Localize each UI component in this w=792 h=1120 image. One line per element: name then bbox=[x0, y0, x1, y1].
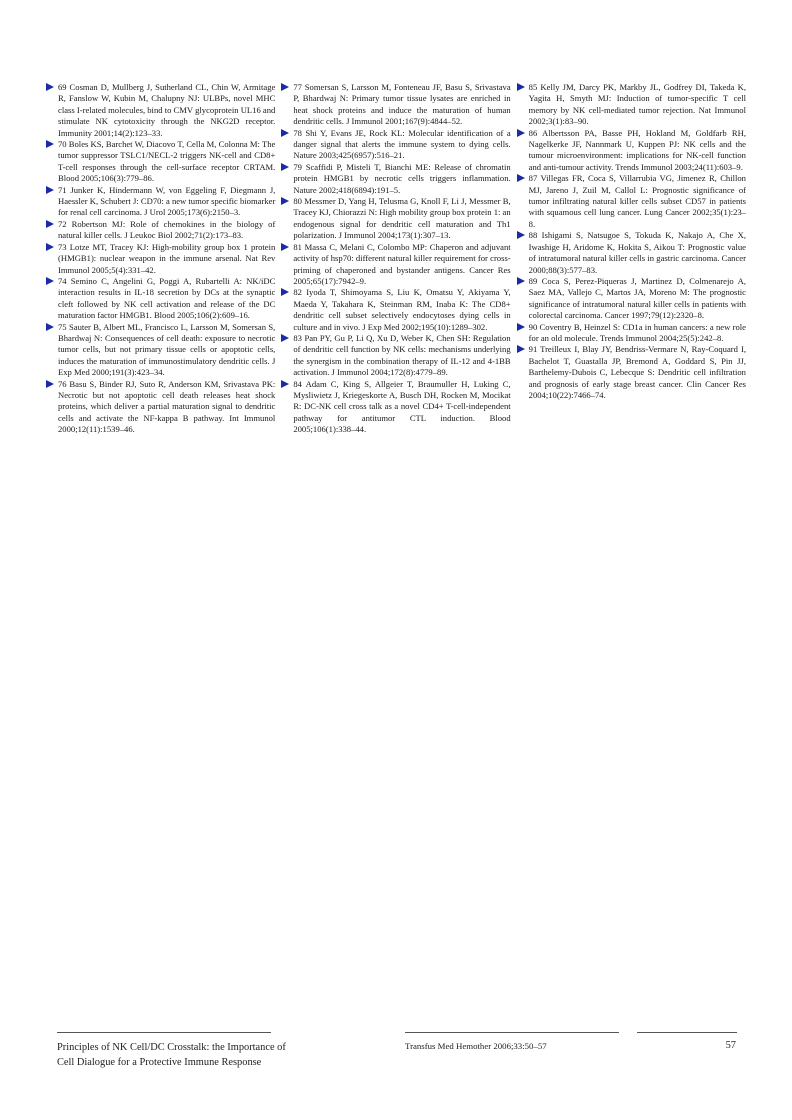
reference-link-arrow-icon[interactable] bbox=[281, 163, 289, 171]
reference-item bbox=[46, 139, 275, 185]
reference-link-arrow-icon[interactable] bbox=[46, 277, 54, 285]
reference-number: 78 bbox=[293, 127, 302, 138]
reference-text: Shi Y, Evans JE, Rock KL: Molecular identification of a danger signal that alerts the immune system to dying cells. Nature 2003;425(6957):516–21. bbox=[293, 127, 511, 161]
reference-number: 81 bbox=[293, 241, 302, 252]
reference-number: 89 bbox=[528, 275, 538, 286]
reference-item bbox=[517, 128, 746, 174]
reference-number: 86 bbox=[528, 127, 538, 138]
reference-link-arrow-icon[interactable] bbox=[46, 323, 54, 331]
reference-text: Pan PY, Gu P, Li Q, Xu D, Weber K, Chen SH: Regulation of dendritic cell function by NK cells: mechanisms underlying the synergism in the combination therapy of IL-12 and 4-1BB activation. J Immunol 2004;172(8):4779–89. bbox=[293, 332, 511, 378]
reference-item bbox=[517, 344, 746, 401]
running-title: Principles of NK Cell/DC Crosstalk: the Importance of Cell Dialogue for a Protective Immune Response bbox=[57, 1042, 286, 1068]
reference-link-arrow-icon[interactable] bbox=[46, 380, 54, 388]
reference-text: Somersan S, Larsson M, Fonteneau JF, Basu S, Srivastava P, Bhardwaj N: Primary tumor tissue lysates are enriched in heat shock proteins and induce the maturation of human dendritic cells. J Immunol 2001;167(9):4844–52. bbox=[293, 82, 511, 127]
footer-rule-middle bbox=[405, 1032, 619, 1033]
reference-text: Villegas FR, Coca S, Villarrubia VG, Jimenez R, Chillon MJ, Jareno J, Zuil M, Callol L: Prognostic significance of tumor infiltrating natural killer cells subset CD57 in patients with squamous cell lung cancer. Lung Cancer 2002;35(1):23–8. bbox=[528, 173, 746, 229]
reference-number: 72 bbox=[58, 218, 67, 229]
reference-link-arrow-icon[interactable] bbox=[281, 380, 289, 388]
reference-item bbox=[517, 230, 746, 276]
reference-text: Boles KS, Barchet W, Diacovo T, Cella M, Colonna M: The tumor suppressor TSLC1/NECL-2 triggers NK-cell and CD8+ T-cell responses through the cell-surface receptor CRTAM. Blood 2005;106(3):779–86. bbox=[58, 139, 276, 184]
reference-text: Albertsson PA, Basse PH, Hokland M, Goldfarb RH, Nagelkerke JF, Nannmark U, Kuppen PJ: NK cells and the tumour microenvironment: implications for NK-cell function and anti-tumour activity. Trends Immunol 2003;24(11):603–9. bbox=[528, 127, 746, 172]
reference-item bbox=[517, 82, 746, 128]
reference-link-arrow-icon[interactable] bbox=[281, 129, 289, 137]
reference-text: Iyoda T, Shimoyama S, Liu K, Omatsu Y, Akiyama Y, Maeda Y, Takahara K, Steinman RM, Inaba K: The CD8+ dendritic cell subset selectively endocytoses dying cells in culture and in vivo. J Exp Med 2002;195(10):1289–302. bbox=[293, 287, 511, 332]
reference-text: Adam C, King S, Allgeier T, Braumuller H, Luking C, Mysliwietz J, Kriegeskorte A, Busch DH, Rocken M, Mocikat R: DC-NK cell cross talk as a novel CD4+ T-cell-independent pathway for antitumor CTL induction. Blood 2005;106(1):338–44. bbox=[293, 378, 511, 435]
reference-number: 71 bbox=[58, 184, 67, 195]
reference-number: 75 bbox=[58, 321, 67, 332]
reference-item bbox=[517, 276, 746, 322]
reference-text: Coventry B, Heinzel S: CD1a in human cancers: a new role for an old molecule. Trends Immunol 2004;25(5):242–8. bbox=[528, 321, 746, 343]
reference-item bbox=[46, 219, 275, 242]
reference-item bbox=[46, 322, 275, 379]
reference-item bbox=[46, 82, 275, 139]
reference-text: Robertson MJ: Role of chemokines in the biology of natural killer cells. J Leukoc Biol 2002;71(2):173–83. bbox=[58, 218, 276, 241]
reference-text: Ishigami S, Natsugoe S, Tokuda K, Nakajo A, Che X, Iwashige H, Aridome K, Hokita S, Aikou T: Prognostic value of intratumoral natural killer cells in gastric carcinoma. Cancer 2000;88(3):577–83. bbox=[528, 230, 746, 275]
reference-text: Cosman D, Mullberg J, Sutherland CL, Chin W, Armitage R, Fanslow W, Kubin M, Chalupny NJ: ULBPs, novel MHC class I-related molecules, bind to CMV glycoprotein UL16 and stimulate NK cytotoxicity through the NKG2D receptor. Immunity 2001;14(2):123–33. bbox=[58, 82, 276, 138]
reference-item bbox=[517, 322, 746, 345]
reference-text: Sauter B, Albert ML, Francisco L, Larsson M, Somersan S, Bhardwaj N: Consequences of cell death: exposure to necrotic tumor cells, but not primary tissue cells or apoptotic cells, induces the maturation of immunostimulatory dendritic cells. J Exp Med 2000;191(3):423–34. bbox=[58, 321, 276, 378]
reference-link-arrow-icon[interactable] bbox=[517, 323, 525, 331]
reference-text: Lotze MT, Tracey KJ: High-mobility group box 1 protein (HMGB1): nuclear weapon in the immune arsenal. Nat Rev Immunol 2005;5(4):331–42. bbox=[58, 241, 276, 275]
reference-number: 91 bbox=[528, 344, 538, 355]
reference-item bbox=[281, 128, 510, 162]
reference-number: 83 bbox=[293, 332, 302, 343]
reference-number: 77 bbox=[293, 82, 302, 92]
reference-link-arrow-icon[interactable] bbox=[281, 83, 289, 91]
reference-text: Kelly JM, Darcy PK, Markby JL, Godfrey DI, Takeda K, Yagita H, Smyth MJ: Induction of tumor-specific T cell memory by NK cell-mediated tumor rejection. Nat Immunol 2002;3(1):83–90. bbox=[528, 82, 746, 127]
reference-link-arrow-icon[interactable] bbox=[517, 345, 525, 353]
reference-number: 69 bbox=[58, 82, 67, 92]
reference-number: 73 bbox=[58, 241, 67, 252]
reference-column-1 bbox=[46, 82, 275, 436]
reference-link-arrow-icon[interactable] bbox=[517, 129, 525, 137]
reference-link-arrow-icon[interactable] bbox=[281, 243, 289, 251]
reference-item bbox=[281, 333, 510, 379]
reference-number: 85 bbox=[528, 82, 538, 92]
reference-link-arrow-icon[interactable] bbox=[281, 288, 289, 296]
reference-number: 88 bbox=[528, 230, 538, 241]
reference-number: 82 bbox=[293, 287, 302, 298]
reference-number: 70 bbox=[58, 139, 67, 150]
reference-column-2 bbox=[281, 82, 510, 436]
reference-item bbox=[46, 276, 275, 322]
reference-link-arrow-icon[interactable] bbox=[46, 140, 54, 148]
reference-text: Coca S, Perez-Piqueras J, Martinez D, Colmenarejo A, Saez MA, Vallejo C, Martos JA, Moreno M: The prognostic significance of intratumoral natural killer cells in patients with colorectal carcinoma. Cancer 1997;79(12):2320–8. bbox=[528, 275, 746, 321]
footer-rule-left bbox=[57, 1032, 271, 1033]
reference-text: Massa C, Melani C, Colombo MP: Chaperon and adjuvant activity of hsp70: different natural killer requirement for cross-priming of chaperoned and bystander antigens. Cancer Res 2005;65(17):7942–9. bbox=[293, 241, 511, 286]
reference-link-arrow-icon[interactable] bbox=[517, 277, 525, 285]
reference-number: 74 bbox=[58, 275, 67, 286]
reference-number: 80 bbox=[293, 196, 302, 207]
reference-link-arrow-icon[interactable] bbox=[517, 231, 525, 239]
reference-text: Messmer D, Yang H, Telusma G, Knoll F, Li J, Messmer B, Tracey KJ, Chiorazzi N: High mobility group box protein 1: an endogenous signal for dendritic cell maturation and Th1 polarization. J Immunol 2004;173(1):307–13. bbox=[293, 196, 511, 241]
reference-number: 84 bbox=[293, 378, 302, 389]
journal-citation: Transfus Med Hemother 2006;33:50–57 bbox=[405, 1041, 547, 1051]
reference-link-arrow-icon[interactable] bbox=[46, 243, 54, 251]
reference-item bbox=[281, 379, 510, 436]
page-footer bbox=[0, 1032, 792, 1092]
reference-number: 87 bbox=[528, 173, 538, 184]
footer-rule-right bbox=[637, 1032, 737, 1033]
reference-number: 79 bbox=[293, 161, 302, 172]
reference-text: Scaffidi P, Misteli T, Bianchi ME: Release of chromatin protein HMGB1 by necrotic cells triggers inflammation. Nature 2002;418(6894):191–5. bbox=[293, 161, 511, 195]
reference-item bbox=[281, 242, 510, 288]
reference-column-3 bbox=[517, 82, 746, 436]
reference-text: Semino C, Angelini G, Poggi A, Rubartelli A: NK/iDC interaction results in IL-18 secretion by DCs at the synaptic cleft followed by NK cell activation and release of the DC maturation factor HMGB1. Blood 2005;106(2):609–16. bbox=[58, 275, 276, 321]
page-number: 57 bbox=[725, 1040, 736, 1051]
reference-item bbox=[281, 162, 510, 196]
reference-item bbox=[46, 242, 275, 276]
reference-link-arrow-icon[interactable] bbox=[281, 334, 289, 342]
reference-item bbox=[281, 196, 510, 242]
reference-item bbox=[281, 287, 510, 333]
reference-link-arrow-icon[interactable] bbox=[517, 174, 525, 182]
reference-text: Junker K, Hindermann W, von Eggeling F, Diegmann J, Haessler K, Schubert J: CD70: a new tumor specific biomarker for renal cell carcinoma. J Urol 2005;173(6):2150–3. bbox=[58, 184, 276, 218]
reference-text: Treilleux I, Blay JY, Bendriss-Vermare N, Ray-Coquard I, Bachelot T, Guastalla JP, Bremond A, Goddard S, Pin JJ, Barthelemy-Dubois C, Lebecque S: Dendritic cell infiltration and prognosis of early stage breast cancer. Clin Cancer Res 2004;10(22):7466–74. bbox=[528, 344, 746, 400]
reference-item bbox=[281, 82, 510, 128]
reference-item bbox=[517, 173, 746, 230]
reference-link-arrow-icon[interactable] bbox=[46, 83, 54, 91]
reference-number: 76 bbox=[58, 378, 67, 389]
reference-link-arrow-icon[interactable] bbox=[46, 220, 54, 228]
reference-link-arrow-icon[interactable] bbox=[517, 83, 525, 91]
reference-list bbox=[46, 82, 746, 436]
reference-item bbox=[46, 185, 275, 219]
reference-link-arrow-icon[interactable] bbox=[46, 186, 54, 194]
reference-link-arrow-icon[interactable] bbox=[281, 197, 289, 205]
reference-number: 90 bbox=[528, 321, 538, 332]
reference-item bbox=[46, 379, 275, 436]
reference-text: Basu S, Binder RJ, Suto R, Anderson KM, Srivastava PK: Necrotic but not apoptotic cell death releases heat shock proteins, which deliver a partial maturation signal to dendritic cells and activate the NF-kappa B pathway. Int Immunol 2000;12(11):1539–46. bbox=[58, 378, 276, 435]
